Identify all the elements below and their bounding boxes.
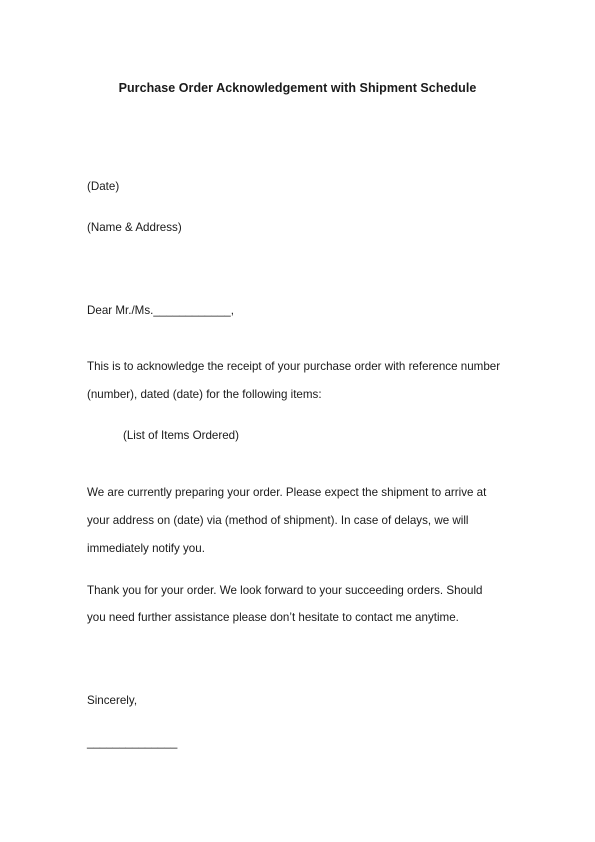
- paragraph2-line1: We are currently preparing your order. Please expect the shipment to arrive at: [87, 486, 487, 499]
- closing: Sincerely,: [87, 694, 138, 707]
- paragraph1-line2: (number), dated (date) for the following items:: [87, 388, 322, 401]
- items-placeholder: (List of Items Ordered): [123, 429, 239, 442]
- name-address-placeholder: (Name & Address): [87, 221, 182, 234]
- document-title: Purchase Order Acknowledgement with Shipment Schedule: [118, 81, 477, 95]
- signature-line: ______________: [87, 736, 178, 749]
- date-placeholder: (Date): [87, 180, 120, 193]
- paragraph2-line2: your address on (date) via (method of shipment). In case of delays, we will: [87, 514, 469, 527]
- salutation: Dear Mr./Ms.____________,: [87, 304, 234, 317]
- paragraph3-line1: Thank you for your order. We look forward to your succeeding orders. Should: [87, 584, 483, 597]
- paragraph1-line1: This is to acknowledge the receipt of your purchase order with reference number: [87, 360, 501, 373]
- paragraph2-line3: immediately notify you.: [87, 542, 205, 555]
- paragraph3-line2: you need further assistance please don’t hesitate to contact me anytime.: [87, 611, 459, 624]
